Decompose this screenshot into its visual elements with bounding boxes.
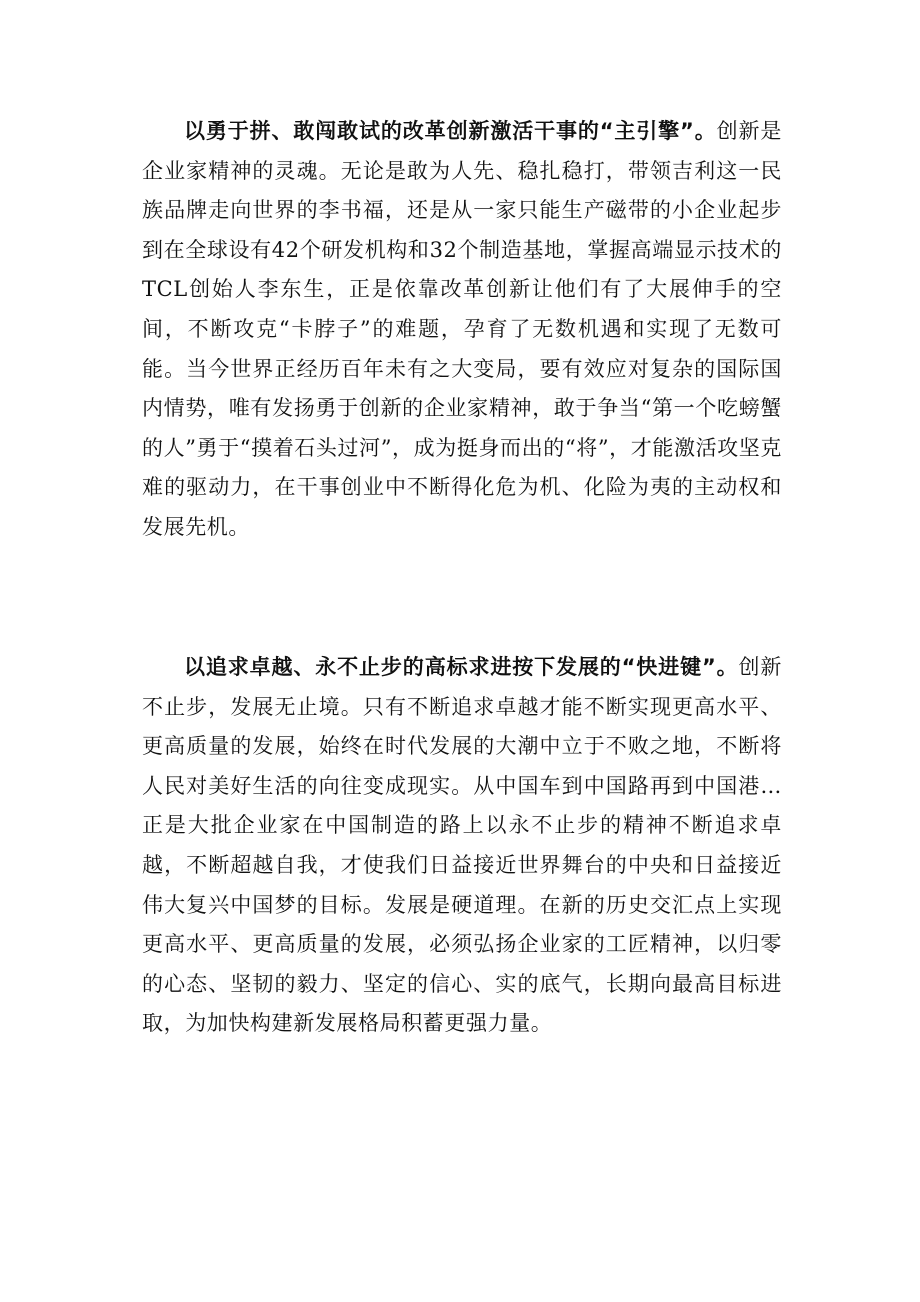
paragraph-body-text: 创新是企业家精神的灵魂。无论是敢为人先、稳扎稳打，带领吉利这一民族品牌走向世界的李书福，还是从一家只能生产磁带的小企业起步到在全球设有42个研发机构和32个制造基地，掌握高端显示技术的TCL创始人李东生，正是依靠改革创新让他们有了大展伸手的空间，不断攻克“卡脖子”的难题，孕育了无数机遇和实现了无数可能。当今世界正经历百年未有之大变局，要有效应对复杂的国际国内情势，唯有发扬勇于创新的企业家精神，敢于争当“第一个吃螃蟹的人”勇于“摸着石头过河”，成为挺身而出的“将”，才能激活攻坚克难的驱动力，在干事创业中不断得化危为机、化险为夷的主动权和发展先机。 <box>142 119 782 539</box>
paragraph-pursuit-excellence <box>142 648 782 1044</box>
paragraph-body-text: 创新不止步，发展无止境。只有不断追求卓越才能不断实现更高水平、更高质量的发展，始终在时代发展的大潮中立于不败之地，不断将人民对美好生活的向往变成现实。从中国车到中国路再到中国港…正是大批企业家在中国制造的路上以永不止步的精神不断追求卓越，不断超越自我，才使我们日益接近世界舞台的中央和日益接近伟大复兴中国梦的目标。发展是硬道理。在新的历史交汇点上实现更高水平、更高质量的发展，必须弘扬企业家的工匠精神，以归零的心态、坚韧的毅力、坚定的信心、实的底气，长期向最高目标进取，为加快构建新发展格局积蓄更强力量。 <box>142 655 782 1036</box>
paragraph-innovation-engine <box>142 112 782 548</box>
paragraph-lead-heading: 以勇于拼、敢闯敢试的改革创新激活干事的“主引擎”。 <box>184 119 717 143</box>
paragraph-lead-heading: 以追求卓越、永不止步的高标求进按下发展的“快进键”。 <box>184 655 739 679</box>
